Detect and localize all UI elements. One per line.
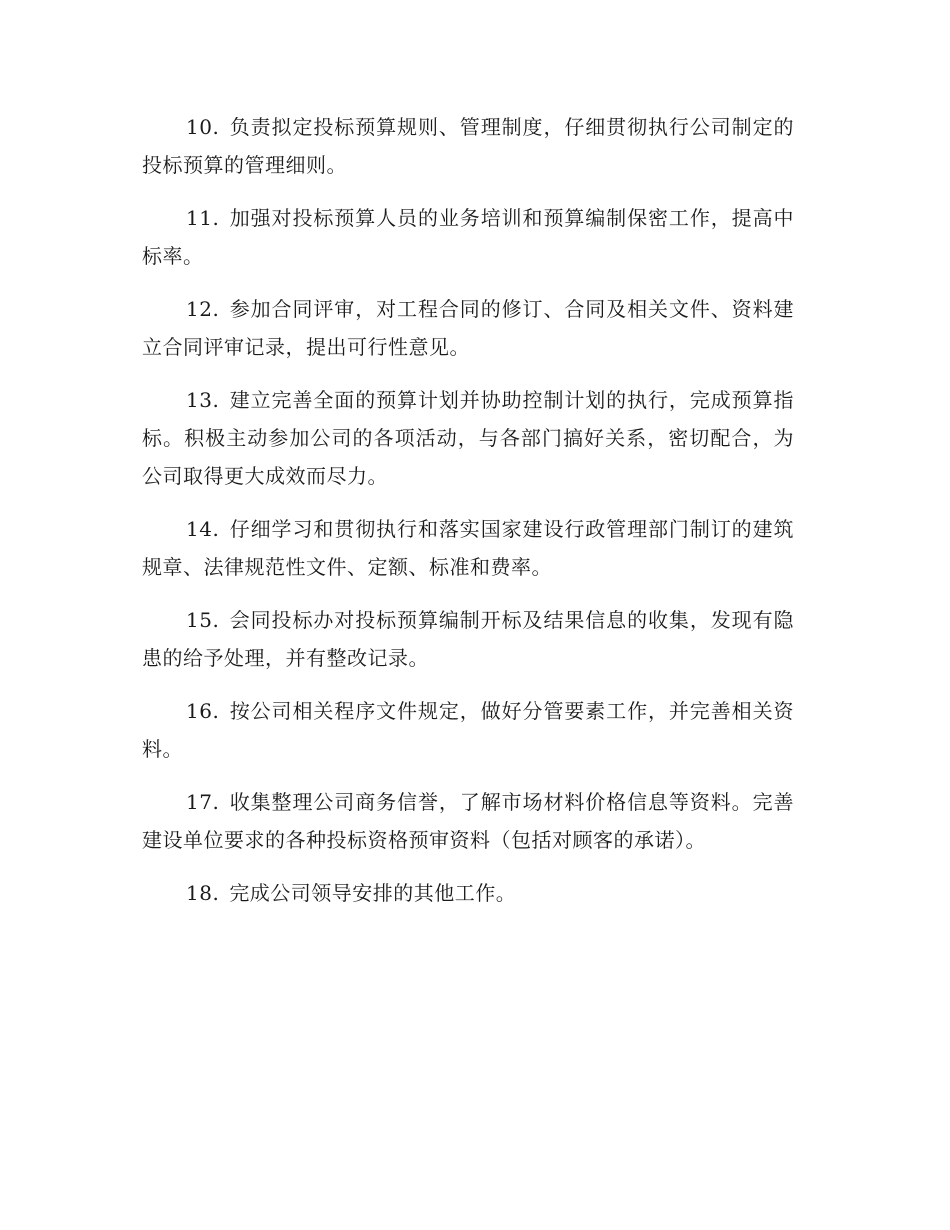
item-number: 14. <box>186 517 220 541</box>
list-item-17 <box>142 783 794 859</box>
item-number: 12. <box>186 297 220 321</box>
item-text: 仔细学习和贯彻执行和落实国家建设行政管理部门制订的建筑规章、法律规范性文件、定额、标准和费率。 <box>142 517 794 579</box>
item-number: 18. <box>186 881 220 905</box>
list-item-16 <box>142 692 794 768</box>
item-number: 17. <box>186 790 220 814</box>
list-item-18 <box>142 874 794 912</box>
item-number: 15. <box>186 608 220 632</box>
item-text: 按公司相关程序文件规定，做好分管要素工作，并完善相关资料。 <box>142 699 794 761</box>
item-number: 10. <box>186 115 220 139</box>
list-item-13 <box>142 381 794 495</box>
list-item-14 <box>142 510 794 586</box>
item-number: 11. <box>186 206 220 230</box>
item-number: 16. <box>186 699 220 723</box>
item-text: 负责拟定投标预算规则、管理制度，仔细贯彻执行公司制定的投标预算的管理细则。 <box>142 115 794 177</box>
list-item-12 <box>142 290 794 366</box>
document-body <box>142 108 794 927</box>
item-text: 建立完善全面的预算计划并协助控制计划的执行，完成预算指标。积极主动参加公司的各项活动，与各部门搞好关系，密切配合，为公司取得更大成效而尽力。 <box>142 388 794 488</box>
item-text: 完成公司领导安排的其他工作。 <box>229 881 517 905</box>
item-text: 参加合同评审，对工程合同的修订、合同及相关文件、资料建立合同评审记录，提出可行性意见。 <box>142 297 794 359</box>
item-text: 会同投标办对投标预算编制开标及结果信息的收集，发现有隐患的给予处理，并有整改记录。 <box>142 608 794 670</box>
item-number: 13. <box>186 388 220 412</box>
item-text: 收集整理公司商务信誉，了解市场材料价格信息等资料。完善建设单位要求的各种投标资格预审资料（包括对顾客的承诺）。 <box>142 790 794 852</box>
list-item-15 <box>142 601 794 677</box>
item-text: 加强对投标预算人员的业务培训和预算编制保密工作，提高中标率。 <box>142 206 794 268</box>
list-item-11 <box>142 199 794 275</box>
list-item-10 <box>142 108 794 184</box>
